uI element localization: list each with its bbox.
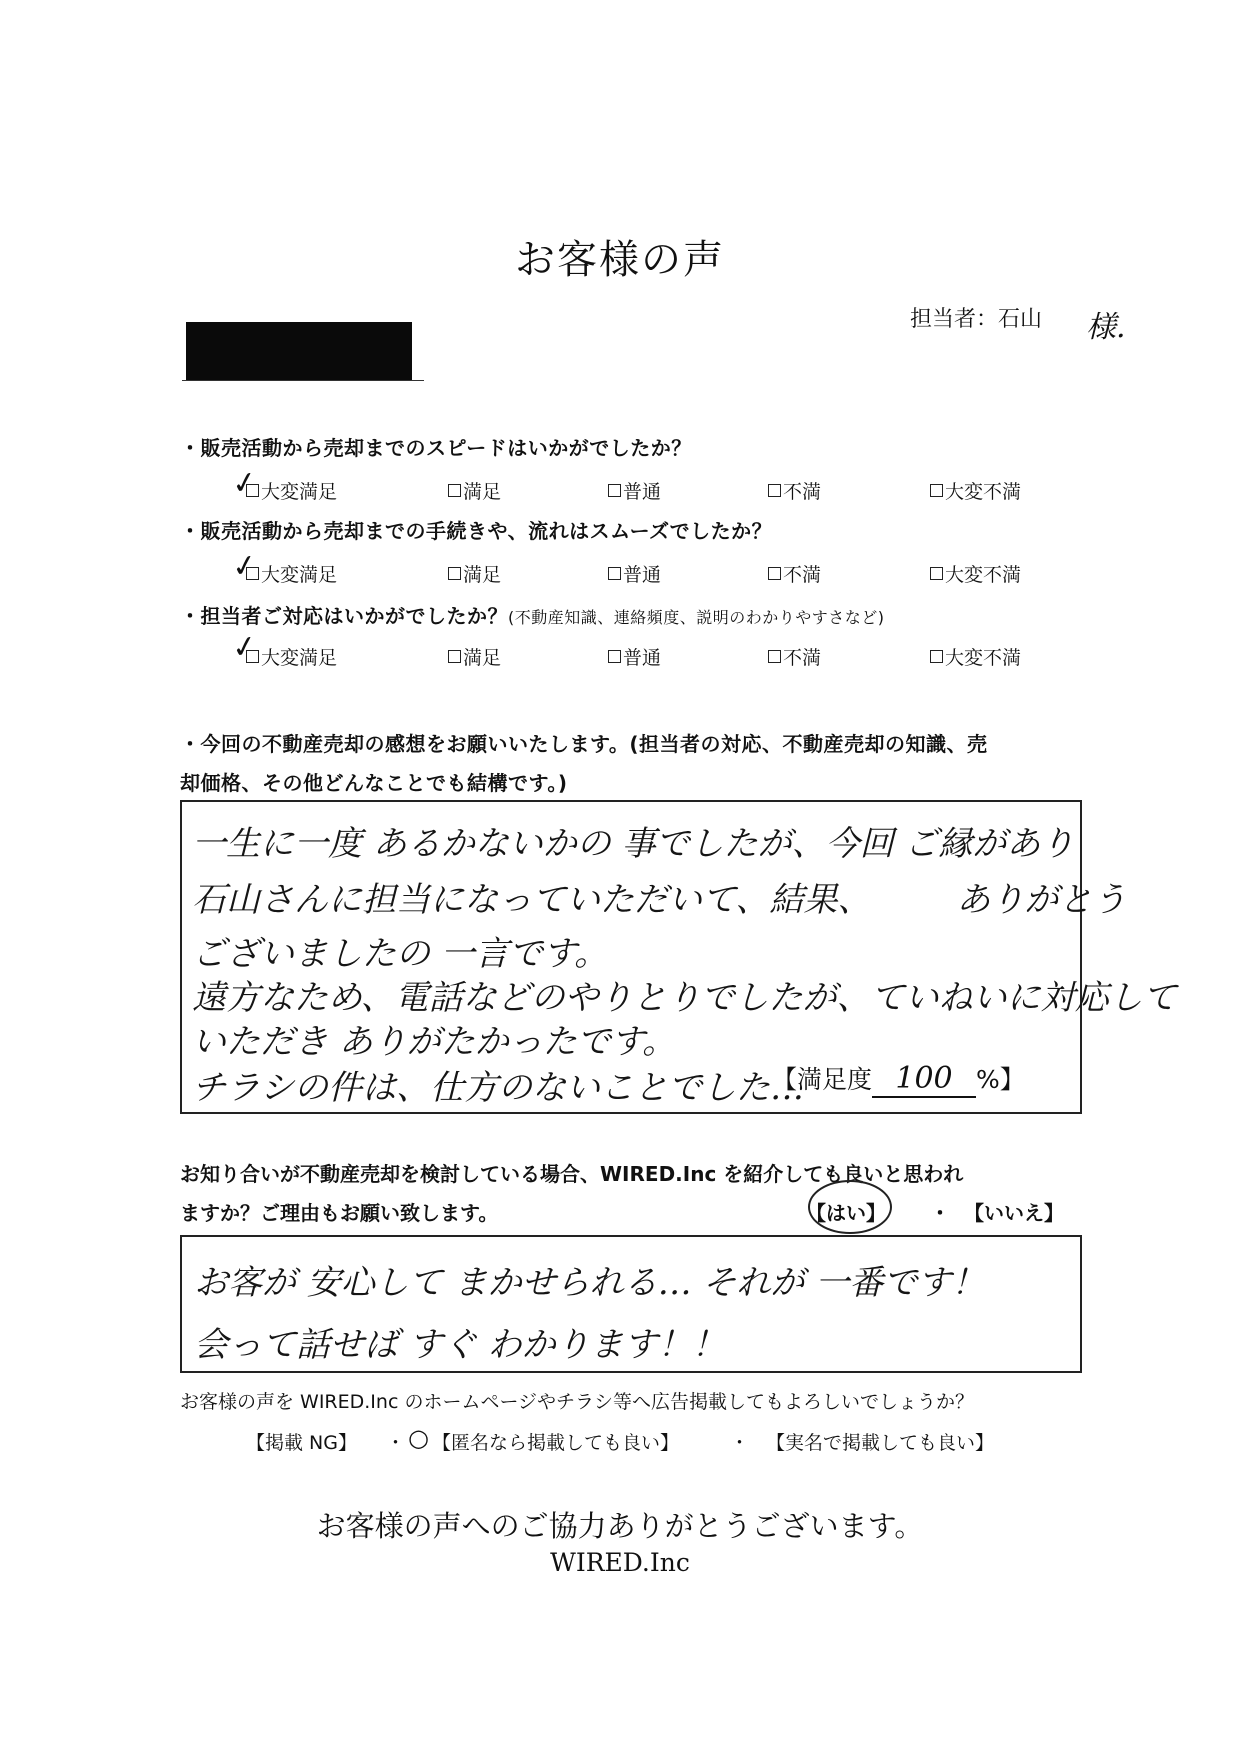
q3-option-very-satisfied[interactable]: 大変満足 [246, 643, 337, 670]
checkbox-icon [448, 650, 461, 663]
checkbox-icon [768, 650, 781, 663]
staff-label: 担当者：石山 [910, 307, 1043, 332]
checkbox-icon [246, 567, 259, 580]
checkmark-icon: ✓ [229, 547, 260, 586]
referral-line-1: お客が 安心して まかせられる… それが 一番です！ [194, 1263, 986, 1303]
staff-handwritten-suffix: 様. [1086, 310, 1126, 345]
checkbox-icon [608, 567, 621, 580]
checkbox-icon [930, 567, 943, 580]
q2-option-very-satisfied[interactable]: 大変満足 [246, 560, 337, 587]
impression-box[interactable] [180, 800, 1177, 1114]
referral-line-2: 会って話せば すぐ わかります！！ [194, 1325, 726, 1365]
q1-option-dissatisfied[interactable]: 不満 [768, 477, 821, 504]
publication-option-ng[interactable]: 【掲載 NG】 [246, 1432, 357, 1454]
impression-line-5: いただき ありがたかったです。 [192, 1022, 677, 1062]
impression-line-4: 遠方なため、電話などのやりとりでしたが、ていねいに対応して [192, 978, 1177, 1018]
satisfaction-label: 【満足度 [772, 1065, 873, 1094]
publication-option-anonymous[interactable]: 【匿名なら掲載しても良い】 [432, 1432, 680, 1454]
publication-question: お客様の声を WIRED.Inc のホームページやチラシ等へ広告掲載してもよろしいでしょうか？ [180, 1391, 975, 1413]
q1-option-very-dissatisfied[interactable]: 大変不満 [930, 477, 1021, 504]
question-1 [180, 432, 692, 461]
checkbox-icon [768, 567, 781, 580]
q2-option-satisfied[interactable]: 満足 [448, 560, 501, 587]
q3-option-normal[interactable]: 普通 [608, 643, 661, 670]
selection-mark: ○ [408, 1424, 429, 1452]
referral-prompt-line-1: お知り合いが不動産売却を検討している場合、WIRED.Inc を紹介しても良いと思われ [180, 1162, 964, 1186]
question-3-note: (不動産知識、連絡頻度、説明のわかりやすさなど) [508, 608, 885, 627]
referral-prompt-line-2: ますか？ご理由もお願い致します。 [180, 1201, 499, 1225]
customer-name-underline [182, 380, 424, 381]
publication-option-real-name[interactable]: 【実名で掲載しても良い】 [766, 1432, 995, 1454]
question-1-label: ・販売活動から売却までのスピードはいかがでしたか？ [180, 436, 692, 460]
customer-name-redaction [186, 322, 412, 380]
checkbox-icon [448, 484, 461, 497]
q1-option-very-satisfied[interactable]: 大変満足 [246, 477, 337, 504]
impression-prompt-line-2: 却価格、その他どんなことでも結構です。) [180, 771, 568, 795]
thanks-message: お客様の声へのご協力ありがとうございます。 [316, 1509, 924, 1543]
q3-option-very-dissatisfied[interactable]: 大変不満 [930, 643, 1021, 670]
q3-option-satisfied[interactable]: 満足 [448, 643, 501, 670]
impression-line-2: 石山さんに担当になっていただいて、結果、 ありがとう [192, 880, 1127, 920]
satisfaction-rating [772, 1060, 1025, 1098]
satisfaction-unit: %】 [976, 1065, 1025, 1094]
referral-separator: ・ [930, 1201, 950, 1225]
q2-option-very-dissatisfied[interactable]: 大変不満 [930, 560, 1021, 587]
selection-circle [808, 1180, 892, 1234]
checkbox-icon [768, 484, 781, 497]
impression-line-1: 一生に一度 あるかないかの 事でしたが、今回 ご縁があり [192, 824, 1075, 864]
checkbox-icon [608, 484, 621, 497]
publication-separator: ・ [386, 1432, 406, 1454]
checkbox-icon [448, 567, 461, 580]
q2-option-normal[interactable]: 普通 [608, 560, 661, 587]
referral-no-option[interactable]: 【いいえ】 [964, 1201, 1064, 1225]
company-name: WIRED.Inc [550, 1548, 690, 1577]
checkbox-icon [246, 484, 259, 497]
q2-option-dissatisfied[interactable]: 不満 [768, 560, 821, 587]
q1-option-normal[interactable]: 普通 [608, 477, 661, 504]
q3-option-dissatisfied[interactable]: 不満 [768, 643, 821, 670]
referral-box[interactable] [180, 1235, 1082, 1373]
checkbox-icon [246, 650, 259, 663]
checkbox-icon [930, 484, 943, 497]
checkmark-icon: ✓ [229, 464, 260, 503]
q1-option-satisfied[interactable]: 満足 [448, 477, 501, 504]
satisfaction-value[interactable]: 100 [872, 1061, 976, 1098]
checkbox-icon [930, 650, 943, 663]
page-title: お客様の声 [515, 237, 725, 283]
question-3-label: ・担当者ご対応はいかがでしたか？ [180, 604, 508, 628]
impression-line-6: チラシの件は、仕方のないことでした… [192, 1068, 804, 1108]
question-2 [180, 515, 772, 544]
checkmark-icon: ✓ [229, 628, 260, 667]
publication-separator: ・ [730, 1432, 750, 1454]
impression-line-3: ございましたの 一言です。 [192, 934, 609, 974]
referral-yes-option[interactable]: 【はい】 [806, 1201, 886, 1225]
impression-prompt-line-1: ・今回の不動産売却の感想をお願いいたします。(担当者の対応、不動産売却の知識、売 [180, 732, 988, 756]
checkbox-icon [608, 650, 621, 663]
question-2-label: ・販売活動から売却までの手続きや、流れはスムーズでしたか？ [180, 519, 773, 543]
question-3 [180, 600, 885, 629]
